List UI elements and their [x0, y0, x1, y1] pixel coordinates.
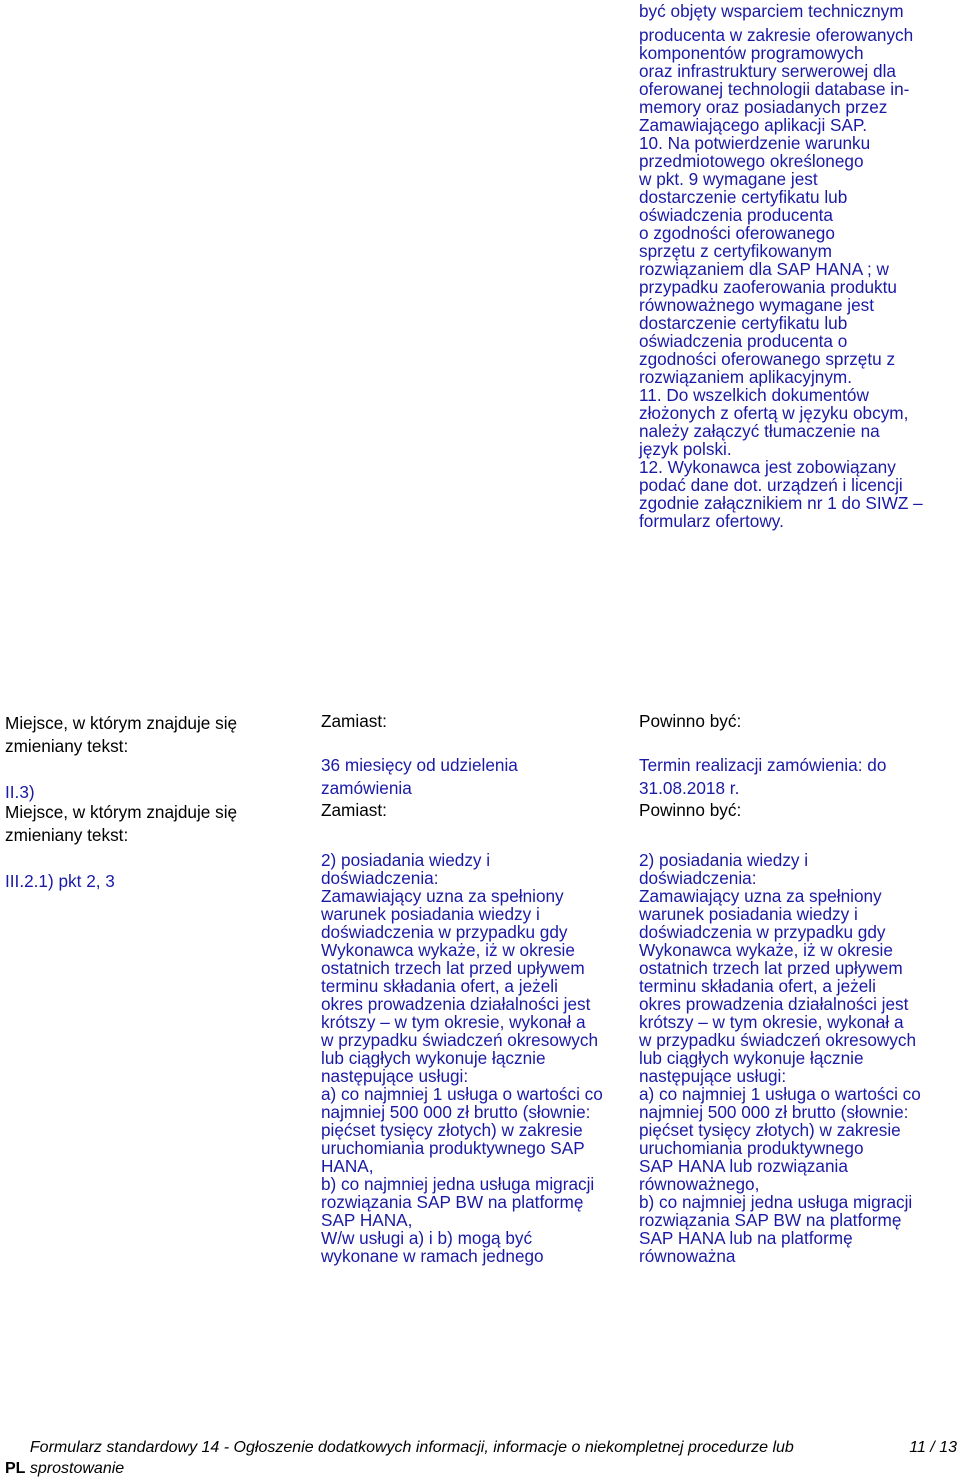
change-should-be [639, 778, 957, 1286]
instead-text: 36 miesięcy od udzielenia zamówienia [321, 755, 518, 798]
page-footer [5, 1437, 957, 1479]
should-be-text: 2) posiadania wiedzy i doświadczenia: Zamawiający uzna za spełniony warunek posiadania wiedzy i doświadczenia w przypadku gdy Wykonawca wykaże, iż w okresie ostatnich trzech lat przed upływem terminu składania ofert, a jeżeli okres prowadzenia działalności jest krótszy – w tym okresie, wykonał a w przypadku świadczeń okresowych lub ciągłych wykonuje łącznie następujące usługi: a) co najmniej 1 usługa o wartości co najmniej 500 000 zł brutto (słownie: pięćset tysięcy złotych) w zakresie uruchomiania produktywnego SAP HANA lub rozwiązania równoważnego, b) co najmniej jedna usługa migracji rozwiązania SAP BW na platformę SAP HANA lub na platformę równoważna [639, 850, 921, 1266]
should-be-label: Powinno być: [639, 800, 742, 820]
footer-page-number: 11 / 13 [909, 1439, 957, 1456]
previous-section-continuation [639, 0, 957, 530]
change-place-value: III.2.1) pkt 2, 3 [5, 871, 115, 891]
change-place-label: Miejsce, w którym znajduje się zmieniany tekst: [5, 802, 238, 845]
change-instead [321, 778, 639, 1286]
instead-label: Zamiast: [321, 711, 387, 731]
instead-text: 2) posiadania wiedzy i doświadczenia: Zamawiający uzna za spełniony warunek posiadania wiedzy i doświadczenia w przypadku gdy Wykonawca wykaże, iż w okresie ostatnich trzech lat przed upływem terminu składania ofert, a jeżeli okres prowadzenia działalności jest krótszy – w tym okresie, wykonał a w przypadku świadczeń okresowych lub ciągłych wykonuje łącznie następujące usługi: a) co najmniej 1 usługa o wartości co najmniej 500 000 zł brutto (słownie: pięćset tysięcy złotych) w zakresie uruchomiania produktywnego SAP HANA, b) co najmniej jedna usługa migracji rozwiązania SAP BW na platformę SAP HANA, W/w usługi a) i b) mogą być wykonane w ramach jednego [321, 850, 603, 1266]
footer-form-title: Formularz standardowy 14 - Ogłoszenie dodatkowych informacji, informacje o niekompletnej procedurze lub sprostowanie [29, 1439, 794, 1477]
footer-language: PL [5, 1460, 26, 1477]
should-be-label: Powinno być: [639, 711, 742, 731]
change-place [5, 778, 310, 916]
change-place-value: II.3) [5, 782, 35, 802]
continuation-heading: być objęty wsparciem technicznym [639, 1, 904, 21]
continuation-body: producenta w zakresie oferowanych komponentów programowych oraz infrastruktury serwerowej dla oferowanej technologii database in- memory oraz posiadanych przez Zamawiającego aplikacji SAP. 10. Na potwierdzenie warunku przedmiotowego określonego w pkt. 9 wymagane jest dostarczenie certyfikatu lub oświadczenia producenta o zgodności oferowanego sprzętu z certyfikowanym rozwiązaniem dla SAP HANA ; w przypadku zaoferowania produktu równoważnego wymagane jest dostarczenie certyfikatu lub oświadczenia producenta o zgodności oferowanego sprzętu z rozwiązaniem aplikacyjnym. 11. Do wszelkich dokumentów złożonych z ofertą w języku obcym, należy załączyć tłumaczenie na język polski. 12. Wykonawca jest zobowiązany podać dane dot. urządzeń i licencji zgodnie załącznikiem nr 1 do SIWZ – formularz ofertowy. [639, 25, 923, 531]
instead-label: Zamiast: [321, 800, 387, 820]
change-place-label: Miejsce, w którym znajduje się zmieniany tekst: [5, 713, 238, 756]
should-be-text: Termin realizacji zamówienia: do 31.08.2018 r. [639, 755, 887, 798]
